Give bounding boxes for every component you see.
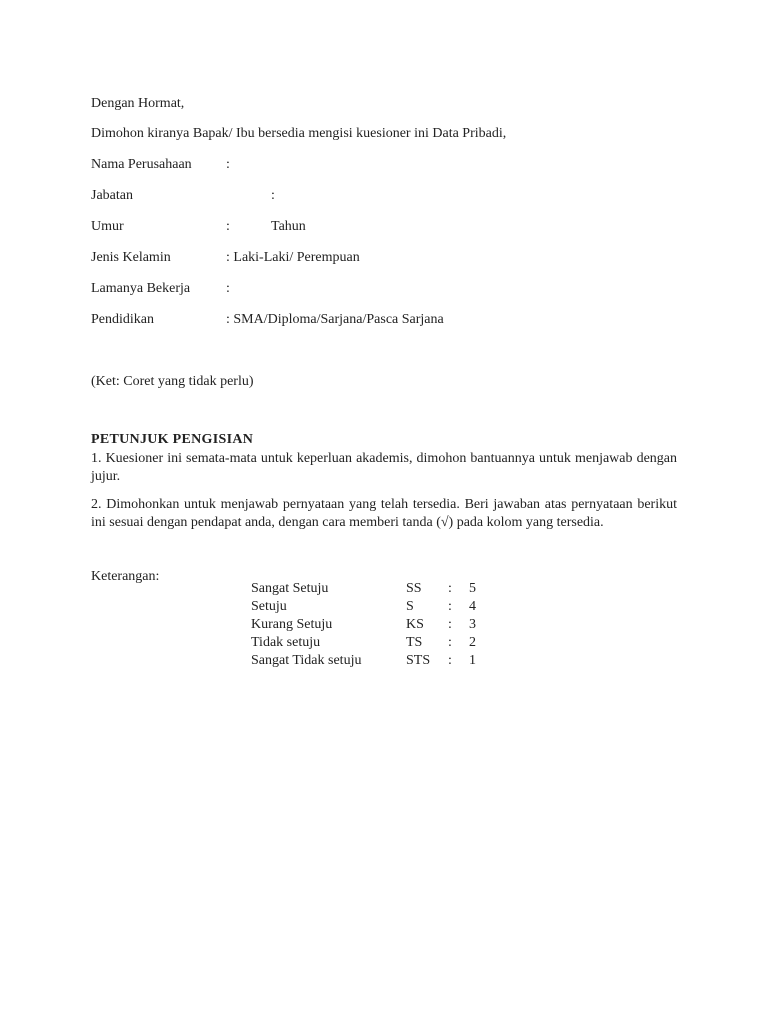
field-colon-tenure: : — [226, 281, 230, 296]
intro-text: Dimohon kiranya Bapak/ Ibu bersedia mengisi kuesioner ini Data Pribadi, — [91, 126, 507, 141]
legend-colon: : — [448, 581, 452, 596]
instruction-item-2: 2. Dimohonkan untuk menjawab pernyataan yang telah tersedia. Beri jawaban atas pernyataan berikut ini sesuai dengan pendapat anda, dengan cara memberi tanda (√) pada kolom yang tersedia. — [91, 497, 677, 530]
note-text: (Ket: Coret yang tidak perlu) — [91, 374, 254, 389]
legend-row — [0, 617, 768, 635]
field-options-gender: : Laki-Laki/ Perempuan — [226, 250, 360, 265]
field-label-tenure: Lamanya Bekerja — [91, 281, 191, 296]
legend-label: Tidak setuju — [251, 635, 321, 650]
legend-label: Sangat Setuju — [251, 581, 329, 596]
legend-score: 3 — [469, 617, 476, 632]
legend-score: 4 — [469, 599, 476, 614]
legend-score: 5 — [469, 581, 476, 596]
legend-row — [0, 635, 768, 653]
field-label-gender: Jenis Kelamin — [91, 250, 171, 265]
legend-label: Setuju — [251, 599, 287, 614]
legend-colon: : — [448, 599, 452, 614]
legend-title: Keterangan: — [91, 569, 160, 584]
field-label-age: Umur — [91, 219, 124, 234]
field-colon-position: : — [271, 188, 275, 203]
legend-score: 1 — [469, 653, 476, 668]
field-options-education: : SMA/Diploma/Sarjana/Pasca Sarjana — [226, 312, 444, 327]
legend-score: 2 — [469, 635, 476, 650]
legend-abbr: SS — [406, 581, 422, 596]
legend-abbr: TS — [406, 635, 423, 650]
legend-abbr: STS — [406, 653, 431, 668]
legend-row — [0, 581, 768, 599]
legend-abbr: KS — [406, 617, 424, 632]
legend-row — [0, 599, 768, 617]
legend-colon: : — [448, 617, 452, 632]
legend-label: Sangat Tidak setuju — [251, 653, 362, 668]
field-label-position: Jabatan — [91, 188, 133, 203]
field-colon-company: : — [226, 157, 230, 172]
instructions-heading: PETUNJUK PENGISIAN — [91, 432, 254, 447]
legend-row — [0, 653, 768, 671]
instruction-item-1: 1. Kuesioner ini semata-mata untuk keperluan akademis, dimohon bantuannya untuk menjawab dengan jujur. — [91, 451, 677, 484]
field-label-education: Pendidikan — [91, 312, 154, 327]
greeting: Dengan Hormat, — [91, 96, 185, 111]
legend-colon: : — [448, 653, 452, 668]
field-colon-age: : — [226, 219, 230, 234]
legend-colon: : — [448, 635, 452, 650]
field-value-age-unit: Tahun — [271, 219, 306, 234]
legend-abbr: S — [406, 599, 414, 614]
field-label-company: Nama Perusahaan — [91, 157, 192, 172]
legend-label: Kurang Setuju — [251, 617, 333, 632]
